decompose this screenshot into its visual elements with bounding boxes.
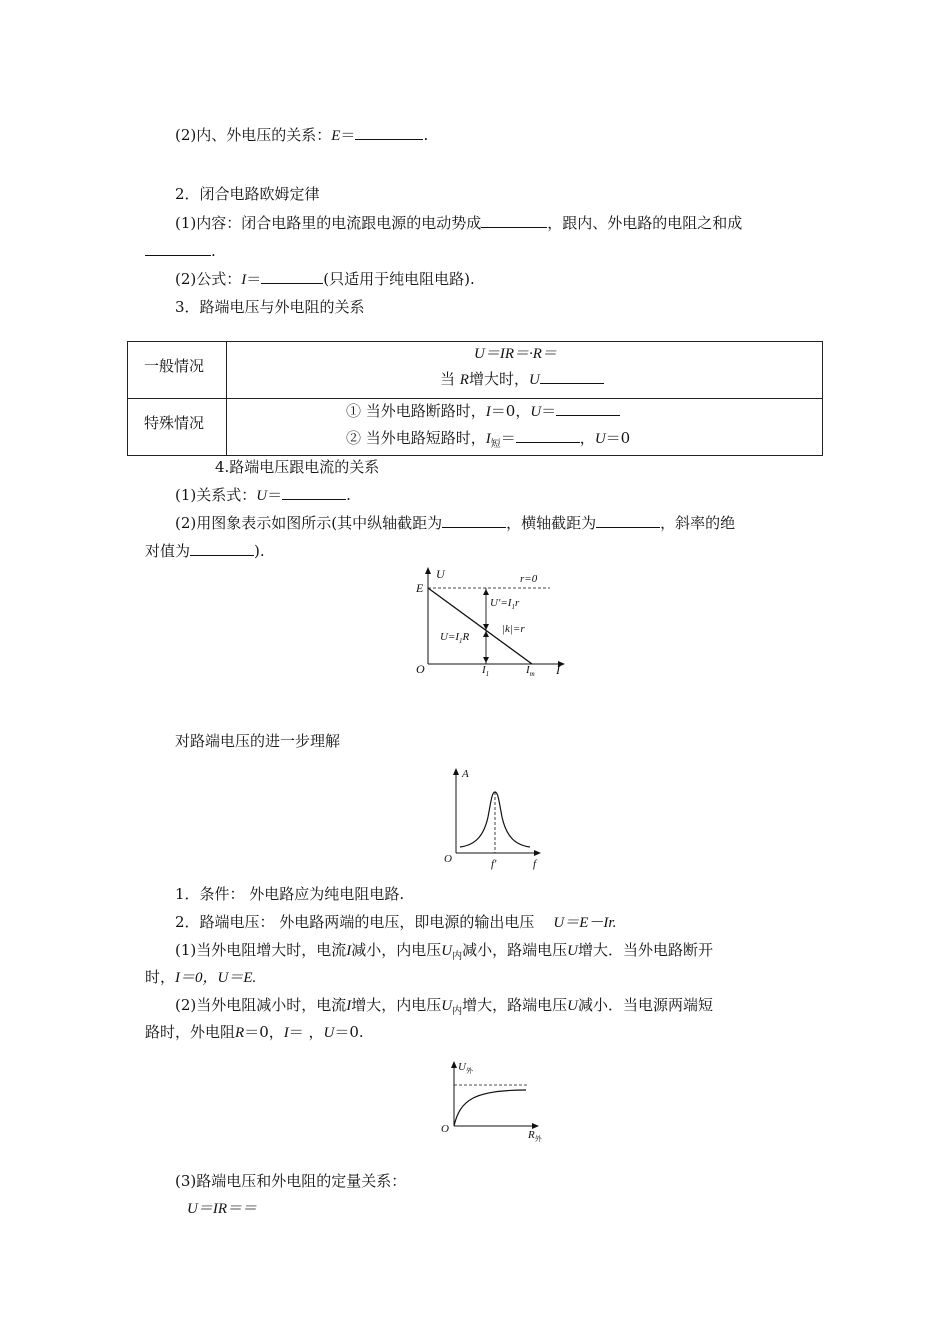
text: ＝ [500,429,516,447]
general-condition [440,368,604,391]
text: ① 当外电路断路时， [346,402,486,420]
var-R: R [235,1025,245,1041]
text: 2．路端电压： 外电路两端的电压，即电源的输出电压 [175,913,535,931]
subscript: 短 [490,439,501,450]
heading: 对路端电压的进一步理解 [175,732,341,750]
text: 增大时， [468,370,529,388]
text: 增大．当外电路断开 [577,941,713,959]
text: . [423,126,429,144]
section-title-further-understanding [175,730,340,752]
row-header-general [144,355,204,377]
label-u-prime: $U'=I_1r$ [490,597,520,611]
text: (1)内容：闭合电路里的电流跟电源的电动势成 [175,214,482,232]
text: (3)路端电压和外电阻的定量关系： [175,1172,407,1190]
section-title-ohms-law [175,183,320,205]
text: 路时，外电阻 [145,1023,236,1041]
text: ＝ [246,270,262,288]
terminal-voltage-line [175,911,616,934]
origin-label: O [441,1123,449,1135]
var-U: U [256,488,268,504]
heading: 2．闭合电路欧姆定律 [175,185,320,203]
text: (只适用于纯电阻电路). [323,270,475,288]
text: ＝ [541,402,557,420]
formula: I＝0，U＝E. [175,970,257,986]
section-title-voltage-current [215,456,379,478]
tick-label-fprime: f′ [491,858,497,870]
x-axis-arrow [534,850,541,856]
y-axis-arrow [453,768,459,775]
subscript: 内 [452,951,463,962]
arrow-down [483,657,489,663]
label-u-ir: $U=I_1R$ [440,631,470,645]
text: 增大，路端电压 [462,996,568,1014]
answer-blank[interactable] [261,269,323,284]
axis-label-u: U [436,567,445,581]
var-U: U [567,943,578,959]
text: ＝0， [244,1023,284,1041]
text: ＝ [267,486,283,504]
text: 当 [440,370,456,388]
text: 减小，路端电压 [462,941,568,959]
text: ). [254,542,265,560]
general-formula [474,343,557,365]
answer-blank[interactable] [556,401,620,416]
label-r0: r=0 [520,573,538,585]
increase-resistance-line2 [145,966,256,989]
header-text: 一般情况 [144,357,205,375]
text: ，横轴截距为 [506,514,597,532]
text: 增大，内电压 [351,996,442,1014]
axis-label-a: A [462,768,469,780]
heading: 4.路端电压跟电流的关系 [215,458,380,476]
quantitative-relation-title [175,1170,406,1192]
text: ，跟内、外电路的电阻之和成 [547,214,743,232]
axis-label-u-out: $U_外$ [458,1061,473,1075]
formula: U＝IR＝·R＝ [474,346,557,362]
axis-label-i: I [556,663,560,676]
var-I: I [346,998,352,1014]
tick-label-im: $I_m$ [526,664,535,676]
formula: U＝IR＝＝ [187,1201,257,1217]
text: (2)当外电阻减小时，电流 [175,996,347,1014]
answer-blank[interactable] [442,513,506,528]
var-U: U [323,1025,335,1041]
var-U: U [528,372,540,388]
row-header-special [144,412,204,434]
voltage-resistance-table [127,341,823,456]
text: ＝ [340,126,356,144]
text: 1．条件： 外电路应为纯电阻电路. [175,885,405,903]
arrow-up [483,589,489,595]
var-U: U [567,998,578,1014]
y-axis-arrow [425,567,431,574]
ohms-law-content-line2 [145,240,216,262]
answer-blank[interactable] [145,241,211,256]
formula: U＝E－Ir. [553,915,617,931]
resonance-graph [438,765,548,875]
inner-outer-voltage-relation [175,124,428,147]
text: (2)内、外电压的关系： [175,126,332,144]
var-I: I [283,1025,289,1041]
text: . [346,486,351,504]
var-U: U [441,998,453,1014]
text: (1)关系式： [175,486,257,504]
text: 时， [145,968,176,986]
tick-label-i1: $I_1$ [482,664,490,676]
special-short-circuit [346,427,630,456]
saturation-curve [454,1090,526,1126]
var-I: I [485,404,491,420]
text: (2)公式： [175,270,242,288]
text: ② 当外电路短路时， [346,429,486,447]
special-open-circuit [346,400,620,423]
voltage-resistance-graph [436,1058,551,1143]
text: . [211,242,216,260]
text: ＝0， [490,402,531,420]
var-R: R [459,372,469,388]
answer-blank[interactable] [540,369,604,384]
text: ＝0. [334,1023,364,1041]
axis-label-r-out: $R_外$ [528,1129,542,1143]
var-U: U [594,431,606,447]
answer-blank[interactable] [596,513,660,528]
ohms-law-content-line1 [175,212,742,234]
text: (2)用图象表示如图所示(其中纵轴截距为 [175,514,443,532]
answer-blank[interactable] [282,485,346,500]
var-E: E [331,128,341,144]
graph-description-line1 [175,512,735,534]
var-U: U [441,943,453,959]
decrease-resistance-line1 [175,994,713,1023]
text: 减小，内电压 [351,941,442,959]
condition-line [175,883,404,905]
text: 对值为 [145,542,191,560]
header-text: 特殊情况 [144,414,205,432]
graph-description-line2 [145,540,265,562]
var-I: I [241,272,247,288]
ohms-law-formula [175,268,475,291]
origin-label: O [444,853,452,865]
intercept-label-e: E [416,581,424,595]
answer-blank[interactable] [516,428,580,443]
text: ＝ ， [288,1023,324,1041]
text: ＝0 [605,429,631,447]
decrease-resistance-line2 [145,1021,364,1044]
var-I: I [485,431,491,447]
axis-label-f: f [533,858,537,870]
var-I: I [346,943,352,959]
text: (1)当外电阻增大时，电流 [175,941,347,959]
answer-blank[interactable] [481,213,547,228]
relation-formula [175,484,351,507]
text: ，斜率的绝 [660,514,736,532]
heading: 3．路端电压与外电阻的关系 [175,298,365,316]
var-U: U [530,404,542,420]
increase-resistance-line1 [175,939,713,968]
u-i-graph [410,566,580,676]
answer-blank[interactable] [190,541,254,556]
subscript: 内 [452,1006,463,1017]
origin-label: O [416,662,425,676]
section-title-voltage-resistance [175,296,365,318]
label-slope: |k|=r [502,623,525,635]
answer-blank[interactable] [355,125,423,140]
quantitative-relation-formula [187,1198,257,1220]
text: ， [579,429,595,447]
y-axis-arrow [451,1061,457,1068]
text: 减小．当电源两端短 [577,996,713,1014]
table-divider-horizontal [128,398,822,399]
